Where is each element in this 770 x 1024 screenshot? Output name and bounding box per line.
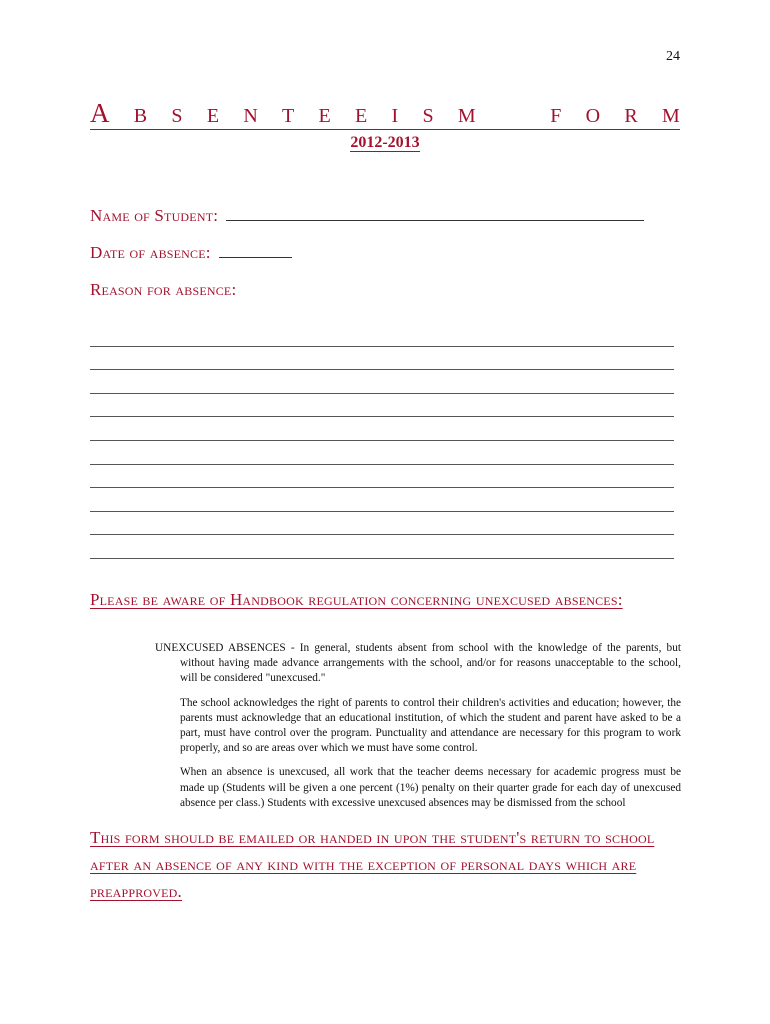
school-year bbox=[0, 134, 770, 152]
page-number: 24 bbox=[666, 49, 680, 64]
reason-line[interactable] bbox=[90, 370, 674, 394]
regulation-paragraph: The school acknowledges the right of parents to control their children's activities and education; however, the parents must acknowledge that an educational institution, of which the student and parent have asked to be a part, must have control over the program. Punctuality and attendance are necessary for this program to work properly, and so are areas over which we must have some control. bbox=[180, 696, 681, 755]
student-name-label: Name of Student: bbox=[90, 206, 219, 225]
student-name-field bbox=[90, 206, 644, 226]
title-letter: E bbox=[206, 105, 220, 127]
title-letter: I bbox=[391, 105, 399, 127]
submission-instruction-text: This form should be emailed or handed in upon the student's return to school after an absence of any kind with the exception of personal days which are preapproved. bbox=[90, 828, 655, 901]
date-of-absence-label: Date of absence: bbox=[90, 243, 211, 262]
reason-line[interactable] bbox=[90, 323, 674, 347]
regulation-paragraph: When an absence is unexcused, all work that the teacher deems necessary for academic progress must be made up (Students will be given a one percent (1%) penalty on their quarter grade for each day of unexcused absence per class.) Students with excessive unexcused absences may be dismissed from the school bbox=[180, 766, 681, 809]
handbook-regulation-text bbox=[155, 641, 681, 820]
title-letter: S bbox=[422, 105, 434, 127]
submission-instruction bbox=[90, 824, 680, 905]
student-name-blank[interactable] bbox=[226, 207, 644, 221]
title-letter: F bbox=[550, 105, 562, 127]
title-letter: M bbox=[457, 105, 476, 127]
title-letter: S bbox=[171, 105, 183, 127]
reason-line[interactable] bbox=[90, 535, 674, 559]
reason-line[interactable] bbox=[90, 394, 674, 418]
regulation-paragraph: UNEXCUSED ABSENCES - In general, students absent from school with the knowledge of the parents, but without having made advance arrangements with the school, and/or for reasons unacceptable to the school, will be considered "unexcused." bbox=[155, 642, 681, 685]
title-letter: M bbox=[662, 105, 680, 127]
title-letter: O bbox=[585, 105, 601, 127]
notice-heading-text: Please be aware of Handbook regulation concerning unexcused absences: bbox=[90, 590, 623, 609]
title-letter: B bbox=[133, 105, 148, 127]
title-letter: E bbox=[355, 105, 368, 127]
title-letter: N bbox=[243, 105, 258, 127]
reason-line[interactable] bbox=[90, 512, 674, 536]
title-letter: T bbox=[282, 105, 295, 127]
reason-line[interactable] bbox=[90, 441, 674, 465]
reason-line[interactable] bbox=[90, 417, 674, 441]
title-letter: R bbox=[624, 105, 638, 127]
date-of-absence-field bbox=[90, 243, 292, 263]
reason-field bbox=[90, 280, 236, 300]
title-letter: A bbox=[90, 98, 110, 128]
reason-label: Reason for absence: bbox=[90, 280, 237, 299]
date-of-absence-blank[interactable] bbox=[219, 244, 292, 258]
title-letter: E bbox=[318, 105, 331, 127]
form-title bbox=[90, 100, 680, 130]
reason-line[interactable] bbox=[90, 488, 674, 512]
reason-line[interactable] bbox=[90, 465, 674, 489]
reason-line[interactable] bbox=[90, 347, 674, 371]
notice-heading bbox=[90, 586, 680, 613]
school-year-text: 2012-2013 bbox=[350, 134, 420, 151]
reason-lines bbox=[90, 323, 674, 559]
